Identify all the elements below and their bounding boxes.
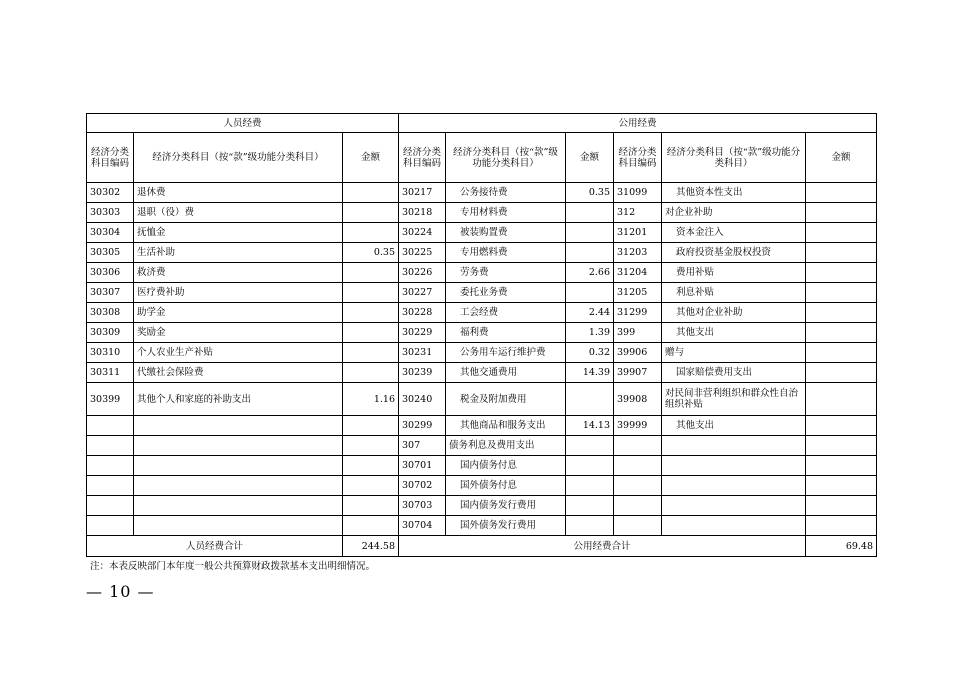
item-amount-cell xyxy=(806,183,877,203)
name-column-header: 经济分类科目（按“款”级功能分类科目） xyxy=(134,133,343,183)
table-row xyxy=(87,223,877,243)
item-name-cell xyxy=(662,476,806,496)
item-code-cell: 39999 xyxy=(614,416,662,436)
item-amount-cell xyxy=(806,283,877,303)
item-code-cell xyxy=(614,436,662,456)
item-code-cell: 39907 xyxy=(614,363,662,383)
item-amount-cell xyxy=(806,436,877,456)
personnel-header: 人员经费 xyxy=(87,114,399,133)
item-code-cell: 30310 xyxy=(87,343,134,363)
item-code-cell xyxy=(614,496,662,516)
item-name-cell xyxy=(134,416,343,436)
item-code-cell: 30239 xyxy=(399,363,446,383)
item-code-cell: 30311 xyxy=(87,363,134,383)
item-amount-cell xyxy=(806,516,877,536)
item-name-cell: 国内债务付息 xyxy=(446,456,566,476)
item-name-cell: 医疗费补助 xyxy=(134,283,343,303)
item-amount-cell: 14.39 xyxy=(566,363,614,383)
item-code-cell: 30240 xyxy=(399,383,446,416)
table-row xyxy=(87,456,877,476)
name-column-header: 经济分类科目（按“款”级功能分类科目） xyxy=(446,133,566,183)
item-name-cell: 抚恤金 xyxy=(134,223,343,243)
item-code-cell: 30227 xyxy=(399,283,446,303)
item-amount-cell xyxy=(806,343,877,363)
item-amount-cell: 2.44 xyxy=(566,303,614,323)
item-name-cell: 生活补助 xyxy=(134,243,343,263)
item-name-cell: 退休费 xyxy=(134,183,343,203)
item-name-cell: 资本金注入 xyxy=(662,223,806,243)
item-code-cell: 31204 xyxy=(614,263,662,283)
item-amount-cell xyxy=(343,436,399,456)
item-name-cell: 退职（役）费 xyxy=(134,203,343,223)
item-code-cell: 31299 xyxy=(614,303,662,323)
amount-column-header: 金额 xyxy=(343,133,399,183)
item-name-cell: 奖励金 xyxy=(134,323,343,343)
item-code-cell: 30229 xyxy=(399,323,446,343)
table-row xyxy=(87,243,877,263)
item-code-cell: 30217 xyxy=(399,183,446,203)
item-code-cell xyxy=(614,516,662,536)
item-code-cell: 30226 xyxy=(399,263,446,283)
item-code-cell xyxy=(87,416,134,436)
page-number: — 10 — xyxy=(86,582,155,601)
table-note: 注：本表反映部门本年度一般公共预算财政拨款基本支出明细情况。 xyxy=(90,561,376,572)
item-code-cell: 30224 xyxy=(399,223,446,243)
item-code-cell: 307 xyxy=(399,436,446,456)
item-name-cell xyxy=(134,476,343,496)
item-amount-cell: 0.35 xyxy=(343,243,399,263)
item-code-cell: 30299 xyxy=(399,416,446,436)
item-code-cell: 30225 xyxy=(399,243,446,263)
totals-row xyxy=(87,536,877,557)
item-code-cell: 30309 xyxy=(87,323,134,343)
item-amount-cell xyxy=(343,323,399,343)
item-code-cell xyxy=(87,516,134,536)
item-code-cell: 30701 xyxy=(399,456,446,476)
item-name-cell xyxy=(662,496,806,516)
item-name-cell: 国家赔偿费用支出 xyxy=(662,363,806,383)
item-code-cell: 31201 xyxy=(614,223,662,243)
item-code-cell: 39908 xyxy=(614,383,662,416)
item-code-cell: 30231 xyxy=(399,343,446,363)
public-total-label: 公用经费合计 xyxy=(399,536,806,557)
item-code-cell: 30703 xyxy=(399,496,446,516)
item-code-cell: 30308 xyxy=(87,303,134,323)
item-amount-cell xyxy=(806,323,877,343)
item-amount-cell xyxy=(343,303,399,323)
group-header-row xyxy=(87,114,877,133)
item-amount-cell xyxy=(806,223,877,243)
item-name-cell xyxy=(134,496,343,516)
item-name-cell: 委托业务费 xyxy=(446,283,566,303)
item-name-cell: 对民间非营利组织和群众性自治组织补贴 xyxy=(662,383,806,416)
item-name-cell: 政府投资基金股权投资 xyxy=(662,243,806,263)
item-amount-cell xyxy=(566,383,614,416)
item-code-cell: 30218 xyxy=(399,203,446,223)
column-header-row xyxy=(87,133,877,183)
item-amount-cell: 1.16 xyxy=(343,383,399,416)
personnel-total-amount: 244.58 xyxy=(343,536,399,557)
item-name-cell: 被装购置费 xyxy=(446,223,566,243)
table-row xyxy=(87,283,877,303)
item-name-cell xyxy=(134,436,343,456)
item-amount-cell xyxy=(806,416,877,436)
item-amount-cell xyxy=(806,363,877,383)
item-amount-cell xyxy=(566,223,614,243)
item-amount-cell xyxy=(343,343,399,363)
item-name-cell xyxy=(134,516,343,536)
item-code-cell: 30307 xyxy=(87,283,134,303)
personnel-total-label: 人员经费合计 xyxy=(87,536,343,557)
item-amount-cell xyxy=(343,456,399,476)
item-name-cell xyxy=(134,456,343,476)
code-column-header: 经济分类科目编码 xyxy=(614,133,662,183)
basic-expenditure-table xyxy=(86,113,877,557)
item-name-cell: 其他个人和家庭的补助支出 xyxy=(134,383,343,416)
item-amount-cell xyxy=(566,203,614,223)
item-name-cell: 税金及附加费用 xyxy=(446,383,566,416)
item-amount-cell xyxy=(566,476,614,496)
item-name-cell: 福利费 xyxy=(446,323,566,343)
item-code-cell: 30704 xyxy=(399,516,446,536)
table-row xyxy=(87,416,877,436)
code-column-header: 经济分类科目编码 xyxy=(399,133,446,183)
item-name-cell: 国外债务发行费用 xyxy=(446,516,566,536)
item-name-cell: 救济费 xyxy=(134,263,343,283)
item-code-cell: 30702 xyxy=(399,476,446,496)
item-code-cell xyxy=(87,436,134,456)
item-name-cell: 债务利息及费用支出 xyxy=(446,436,566,456)
item-amount-cell xyxy=(806,203,877,223)
table-row xyxy=(87,183,877,203)
item-name-cell: 公务接待费 xyxy=(446,183,566,203)
item-amount-cell xyxy=(343,263,399,283)
item-name-cell: 工会经费 xyxy=(446,303,566,323)
table-row xyxy=(87,476,877,496)
table-row xyxy=(87,516,877,536)
item-amount-cell xyxy=(806,496,877,516)
item-amount-cell xyxy=(566,436,614,456)
name-column-header: 经济分类科目（按“款”级功能分类科目） xyxy=(662,133,806,183)
item-code-cell xyxy=(614,456,662,476)
budget-table-container xyxy=(86,113,876,557)
item-name-cell: 赠与 xyxy=(662,343,806,363)
table-row xyxy=(87,383,877,416)
amount-column-header: 金额 xyxy=(806,133,877,183)
table-row xyxy=(87,496,877,516)
item-amount-cell xyxy=(343,496,399,516)
item-amount-cell: 0.32 xyxy=(566,343,614,363)
item-name-cell: 劳务费 xyxy=(446,263,566,283)
item-name-cell: 利息补贴 xyxy=(662,283,806,303)
item-amount-cell xyxy=(566,243,614,263)
item-code-cell: 31205 xyxy=(614,283,662,303)
code-column-header: 经济分类科目编码 xyxy=(87,133,134,183)
item-name-cell: 助学金 xyxy=(134,303,343,323)
item-code-cell: 39906 xyxy=(614,343,662,363)
item-code-cell: 30303 xyxy=(87,203,134,223)
item-amount-cell xyxy=(343,416,399,436)
item-code-cell: 30304 xyxy=(87,223,134,243)
item-amount-cell: 0.35 xyxy=(566,183,614,203)
item-amount-cell xyxy=(806,476,877,496)
item-amount-cell: 1.39 xyxy=(566,323,614,343)
item-name-cell: 费用补贴 xyxy=(662,263,806,283)
item-name-cell: 对企业补助 xyxy=(662,203,806,223)
item-name-cell: 其他资本性支出 xyxy=(662,183,806,203)
item-code-cell xyxy=(87,456,134,476)
item-amount-cell: 2.66 xyxy=(566,263,614,283)
item-amount-cell xyxy=(806,383,877,416)
item-name-cell: 其他对企业补助 xyxy=(662,303,806,323)
item-code-cell: 30399 xyxy=(87,383,134,416)
item-code-cell xyxy=(614,476,662,496)
item-name-cell: 专用燃料费 xyxy=(446,243,566,263)
item-code-cell: 30228 xyxy=(399,303,446,323)
item-name-cell: 其他交通费用 xyxy=(446,363,566,383)
item-code-cell: 312 xyxy=(614,203,662,223)
item-amount-cell xyxy=(343,223,399,243)
item-name-cell: 国内债务发行费用 xyxy=(446,496,566,516)
table-row xyxy=(87,263,877,283)
item-amount-cell xyxy=(806,243,877,263)
item-name-cell: 其他支出 xyxy=(662,416,806,436)
item-code-cell: 30302 xyxy=(87,183,134,203)
item-amount-cell xyxy=(343,203,399,223)
item-amount-cell xyxy=(566,456,614,476)
amount-column-header: 金额 xyxy=(566,133,614,183)
item-name-cell xyxy=(662,516,806,536)
item-name-cell: 专用材料费 xyxy=(446,203,566,223)
item-code-cell: 30306 xyxy=(87,263,134,283)
item-name-cell: 个人农业生产补贴 xyxy=(134,343,343,363)
item-name-cell: 其他商品和服务支出 xyxy=(446,416,566,436)
item-amount-cell xyxy=(343,363,399,383)
item-name-cell: 代缴社会保险费 xyxy=(134,363,343,383)
item-name-cell xyxy=(662,456,806,476)
item-amount-cell xyxy=(806,263,877,283)
item-amount-cell xyxy=(806,303,877,323)
item-amount-cell: 14.13 xyxy=(566,416,614,436)
item-amount-cell xyxy=(566,516,614,536)
table-row xyxy=(87,436,877,456)
table-row xyxy=(87,343,877,363)
item-code-cell: 31099 xyxy=(614,183,662,203)
item-code-cell xyxy=(87,476,134,496)
item-code-cell xyxy=(87,496,134,516)
item-amount-cell xyxy=(343,183,399,203)
item-code-cell: 31203 xyxy=(614,243,662,263)
item-code-cell: 399 xyxy=(614,323,662,343)
item-name-cell: 国外债务付息 xyxy=(446,476,566,496)
table-row xyxy=(87,323,877,343)
item-amount-cell xyxy=(343,283,399,303)
item-amount-cell xyxy=(343,476,399,496)
table-row xyxy=(87,203,877,223)
public-total-amount: 69.48 xyxy=(806,536,877,557)
item-name-cell: 公务用车运行维护费 xyxy=(446,343,566,363)
table-row xyxy=(87,303,877,323)
item-amount-cell xyxy=(566,283,614,303)
item-name-cell xyxy=(662,436,806,456)
item-amount-cell xyxy=(566,496,614,516)
item-amount-cell xyxy=(343,516,399,536)
item-amount-cell xyxy=(806,456,877,476)
item-code-cell: 30305 xyxy=(87,243,134,263)
table-row xyxy=(87,363,877,383)
item-name-cell: 其他支出 xyxy=(662,323,806,343)
public-header: 公用经费 xyxy=(399,114,877,133)
